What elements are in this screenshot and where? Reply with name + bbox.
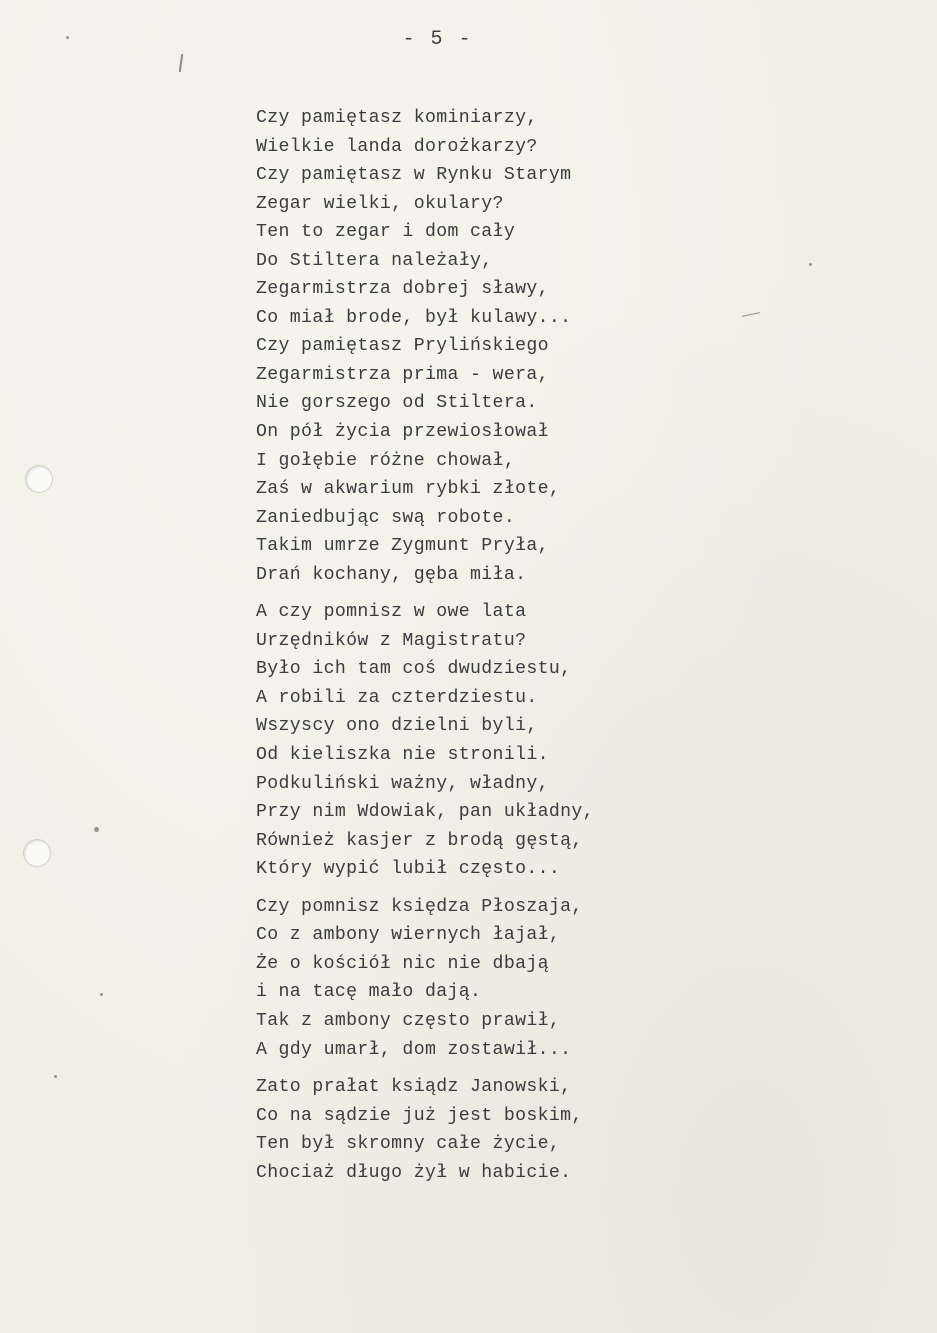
poem-line: Zegarmistrza prima - wera, bbox=[256, 364, 549, 385]
poem-line: Chociaż długo żył w habicie. bbox=[256, 1162, 572, 1183]
poem-line: Co miał brode, był kulawy... bbox=[256, 307, 572, 328]
poem-line: Do Stiltera należały, bbox=[256, 250, 493, 271]
poem-line: Również kasjer z brodą gęstą, bbox=[256, 830, 583, 851]
poem-line: A robili za czterdziestu. bbox=[256, 687, 538, 708]
poem-line: Co z ambony wiernych łajał, bbox=[256, 925, 561, 946]
stanza bbox=[256, 1073, 876, 1187]
poem-line: Czy pamiętasz Prylińskiego bbox=[256, 336, 549, 357]
stanza bbox=[256, 104, 876, 589]
poem-line: Urzędników z Magistratu? bbox=[256, 630, 527, 651]
poem-line: Zaś w akwarium rybki złote, bbox=[256, 479, 561, 500]
poem-line: Takim umrze Zygmunt Pryła, bbox=[256, 536, 549, 557]
poem-line: Że o kościół nic nie dbają bbox=[256, 953, 549, 974]
poem-line: Ten był skromny całe życie, bbox=[256, 1134, 561, 1155]
stanza bbox=[256, 598, 876, 883]
poem-line: Wielkie landa dorożkarzy? bbox=[256, 136, 538, 157]
poem-line: On pół życia przewiosłował bbox=[256, 422, 549, 443]
stanza bbox=[256, 893, 876, 1064]
paper-speck bbox=[54, 1075, 57, 1078]
punch-hole bbox=[26, 466, 52, 492]
punch-hole bbox=[24, 840, 50, 866]
poem-line: Przy nim Wdowiak, pan układny, bbox=[256, 802, 594, 823]
poem-line: Od kieliszka nie stronili. bbox=[256, 745, 549, 766]
page-number: - 5 - bbox=[402, 28, 473, 51]
poem-line: Czy pomnisz księdza Płoszaja, bbox=[256, 896, 583, 917]
paper-speck bbox=[100, 993, 103, 996]
poem-line: Nie gorszego od Stiltera. bbox=[256, 393, 538, 414]
poem-line: Podkuliński ważny, władny, bbox=[256, 773, 549, 794]
poem-line: Zegarmistrza dobrej sławy, bbox=[256, 279, 549, 300]
poem-line: Czy pamiętasz w Rynku Starym bbox=[256, 165, 572, 186]
poem-line: I gołębie różne chował, bbox=[256, 450, 516, 471]
poem-text bbox=[256, 104, 876, 1187]
poem-line: Co na sądzie już jest boskim, bbox=[256, 1105, 583, 1126]
poem-line: Zegar wielki, okulary? bbox=[256, 193, 504, 214]
poem-line: Drań kochany, gęba miła. bbox=[256, 564, 527, 585]
poem-line: i na tacę mało dają. bbox=[256, 982, 482, 1003]
poem-line: Który wypić lubił często... bbox=[256, 859, 561, 880]
poem-line: Wszyscy ono dzielni byli, bbox=[256, 716, 538, 737]
pencil-mark bbox=[179, 54, 183, 72]
paper-speck bbox=[94, 827, 99, 832]
poem-line: A gdy umarł, dom zostawił... bbox=[256, 1039, 572, 1060]
poem-line: Zato prałat ksiądz Janowski, bbox=[256, 1077, 572, 1098]
poem-line: Zaniedbując swą robote. bbox=[256, 507, 516, 528]
poem-line: A czy pomnisz w owe lata bbox=[256, 602, 527, 623]
poem-line: Było ich tam coś dwudziestu, bbox=[256, 659, 572, 680]
poem-line: Ten to zegar i dom cały bbox=[256, 222, 516, 243]
poem-line: Tak z ambony często prawił, bbox=[256, 1010, 561, 1031]
poem-line: Czy pamiętasz kominiarzy, bbox=[256, 108, 538, 128]
